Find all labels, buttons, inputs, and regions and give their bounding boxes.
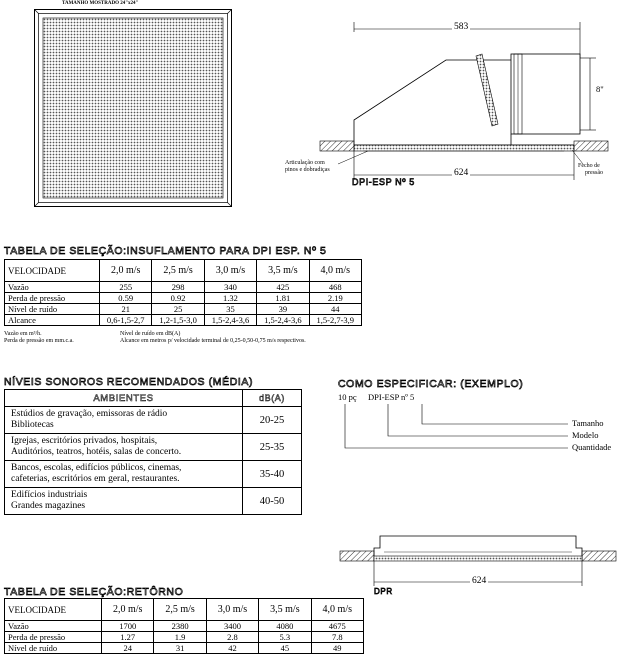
label-articulacao-2: pinos e dobradiças xyxy=(285,167,330,173)
header-cell: 3,5 m/s xyxy=(257,260,309,282)
example-qty: 10 pç xyxy=(338,392,357,402)
table-row xyxy=(5,304,362,315)
table-cell: 1.81 xyxy=(257,293,309,304)
table-cell: 21 xyxy=(100,304,152,315)
row-label: Nível de ruído xyxy=(5,643,102,654)
label-quantidade: Quantidade xyxy=(572,442,612,452)
table-cell: 1,5-2,4-3,6 xyxy=(257,315,309,326)
ambiente-line-2: cafeterias, escritórios em geral, restaurantes. xyxy=(11,474,180,484)
table-cell: 1.27 xyxy=(102,632,154,643)
table-cell: 1.32 xyxy=(204,293,256,304)
header-ambientes: AMBIENTES xyxy=(5,390,243,407)
table-cell: 4675 xyxy=(311,621,363,632)
label-modelo: Modelo xyxy=(572,430,599,440)
dpr-caption: DPR xyxy=(374,587,393,596)
db-value: 20-25 xyxy=(243,407,302,434)
table-cell: 425 xyxy=(257,282,309,293)
table-row xyxy=(5,407,302,434)
side-view-caption: DPI-ESP Nº 5 xyxy=(352,177,415,187)
note-vazao: Vazão em m³/h. xyxy=(4,331,42,337)
header-cell: VELOCIDADE xyxy=(5,599,102,621)
ambiente-line-2: Auditórios, teatros, hotéis, salas de concerto. xyxy=(11,447,182,457)
table-cell: 0,6-1,5-2,7 xyxy=(100,315,152,326)
table-header-row xyxy=(5,390,302,407)
table-row xyxy=(5,621,364,632)
label-fecho-2: pressão xyxy=(585,170,603,176)
table-cell: 1,2-1,5-3,0 xyxy=(152,315,204,326)
header-cell: 3,0 m/s xyxy=(204,260,256,282)
table-cell: 2380 xyxy=(154,621,206,632)
note-alcance: Alcance em metros p/ velocidade terminal de 0,25-0,50-0,75 m/s respectivos. xyxy=(120,338,306,344)
header-cell: 2,0 m/s xyxy=(102,599,154,621)
table-row xyxy=(5,632,364,643)
db-value: 25-35 xyxy=(243,434,302,461)
ambiente-desc xyxy=(5,407,243,434)
table-row xyxy=(5,315,362,326)
table-header-row xyxy=(5,260,362,282)
header-cell: 3,0 m/s xyxy=(206,599,258,621)
table-cell: 2.8 xyxy=(206,632,258,643)
row-label: Vazão xyxy=(5,282,100,293)
ambiente-line-2: Grandes magazines xyxy=(11,501,86,511)
table-cell: 7.8 xyxy=(311,632,363,643)
table-cell: 340 xyxy=(204,282,256,293)
table-cell: 298 xyxy=(152,282,204,293)
table-row xyxy=(5,488,302,515)
db-value: 35-40 xyxy=(243,461,302,488)
ambiente-desc xyxy=(5,488,243,515)
table-cell: 25 xyxy=(152,304,204,315)
table-insuflamento-title: TABELA DE SELEÇÃO:INSUFLAMENTO PARA DPI ESP. Nº 5 xyxy=(4,245,327,257)
note-perda: Perda de pressão em mm.c.a. xyxy=(4,338,74,344)
row-label: Perda de pressão xyxy=(5,632,102,643)
label-tamanho: Tamanho xyxy=(572,418,604,428)
table-cell: 49 xyxy=(311,643,363,654)
row-label: Vazão xyxy=(5,621,102,632)
label-articulacao-1: Articulação com xyxy=(285,160,325,166)
table-retorno xyxy=(4,598,364,654)
example-model: DPI-ESP nº 5 xyxy=(368,392,415,402)
table-cell: 1.9 xyxy=(154,632,206,643)
table-cell: 44 xyxy=(309,304,361,315)
table-cell: 1,5-2,7-3,9 xyxy=(309,315,361,326)
header-cell: 2,5 m/s xyxy=(152,260,204,282)
como-especificar-title: COMO ESPECIFICAR: (EXEMPLO) xyxy=(338,378,524,390)
ambiente-line-1: Edifícios industriais xyxy=(11,490,88,500)
perforated-face xyxy=(43,18,223,198)
table-cell: 0.59 xyxy=(100,293,152,304)
table-cell: 3400 xyxy=(206,621,258,632)
ambiente-desc xyxy=(5,461,243,488)
table-row xyxy=(5,293,362,304)
niveis-sonoros-title: NÍVEIS SONOROS RECOMENDADOS (MÉDIA) xyxy=(4,376,254,388)
table-retorno-title: TABELA DE SELEÇÃO:RETÔRNO xyxy=(4,586,184,598)
header-cell: 4,0 m/s xyxy=(311,599,363,621)
dim-8in: 8" xyxy=(596,84,604,94)
table-cell: 39 xyxy=(257,304,309,315)
header-cell: 2,0 m/s xyxy=(100,260,152,282)
table-cell: 5.3 xyxy=(259,632,311,643)
grille-front-view xyxy=(34,9,232,207)
note-ruido: Nível de ruído em dB(A) xyxy=(120,331,181,337)
header-cell: 2,5 m/s xyxy=(154,599,206,621)
table-cell: 42 xyxy=(206,643,258,654)
ambiente-line-1: Estúdios de gravação, emissoras de rádio xyxy=(11,409,168,419)
ambiente-line-1: Bancos, escolas, edifícios públicos, cinemas, xyxy=(11,463,182,473)
header-cell: VELOCIDADE xyxy=(5,260,100,282)
db-value: 40-50 xyxy=(243,488,302,515)
table-cell: 0.92 xyxy=(152,293,204,304)
niveis-sonoros-table xyxy=(4,389,302,515)
table-row xyxy=(5,434,302,461)
table-cell: 2.19 xyxy=(309,293,361,304)
row-label: Perda de pressão xyxy=(5,293,100,304)
table-header-row xyxy=(5,599,364,621)
table-row xyxy=(5,282,362,293)
row-label: Alcance xyxy=(5,315,100,326)
table-cell: 24 xyxy=(102,643,154,654)
table-cell: 1,5-2,4-3,6 xyxy=(204,315,256,326)
ambiente-desc xyxy=(5,434,243,461)
table-row xyxy=(5,643,364,654)
label-fecho-1: Fecho de xyxy=(578,163,600,169)
header-cell: 3,5 m/s xyxy=(259,599,311,621)
table-cell: 31 xyxy=(154,643,206,654)
table-row xyxy=(5,461,302,488)
table-cell: 1700 xyxy=(102,621,154,632)
table-insuflamento xyxy=(4,259,362,326)
dim-624-dpr: 624 xyxy=(472,576,487,586)
header-cell: 4,0 m/s xyxy=(309,260,361,282)
table-cell: 45 xyxy=(259,643,311,654)
spec-leader-lines xyxy=(330,402,570,452)
table-cell: 468 xyxy=(309,282,361,293)
table-cell: 4080 xyxy=(259,621,311,632)
ambiente-line-1: Igrejas, escritórios privados, hospitais, xyxy=(11,436,158,446)
table-cell: 255 xyxy=(100,282,152,293)
dim-624-top: 624 xyxy=(454,168,469,178)
table-cell: 35 xyxy=(204,304,256,315)
ambiente-line-2: Bibliotecas xyxy=(11,420,54,430)
row-label: Nível de ruído xyxy=(5,304,100,315)
header-db: dB(A) xyxy=(243,390,302,407)
dim-583: 583 xyxy=(454,22,469,32)
grille-caption: TAMANHO MOSTRADO 24"x24" xyxy=(62,1,139,6)
